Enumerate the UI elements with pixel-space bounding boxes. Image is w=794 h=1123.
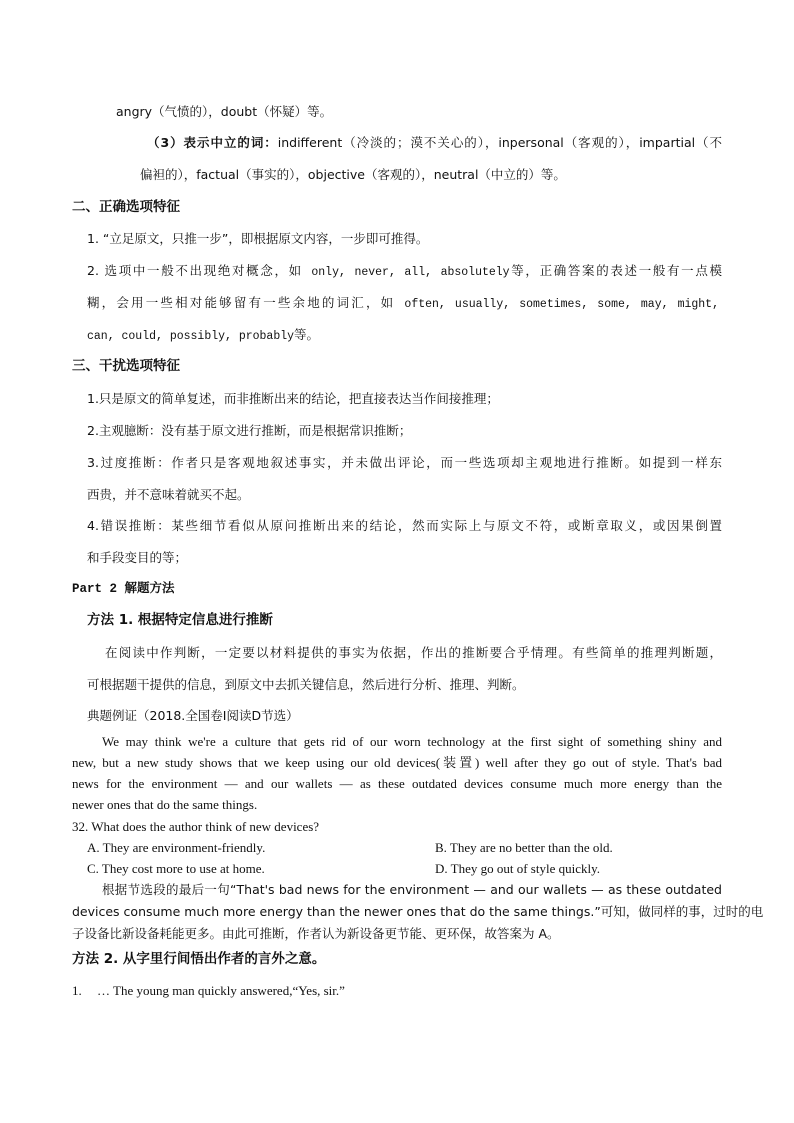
text-span: 等。 <box>294 327 320 342</box>
keyword-span: can, could, possibly, probably <box>87 330 295 343</box>
text-line: angry（气愤的），doubt（怀疑）等。 <box>116 104 333 119</box>
list-number: 1. <box>72 983 82 998</box>
text-line: 在阅读中作判断，一定要以材料提供的事实为依据，作出的推断要合乎情理。有些简单的推理判断题， <box>105 645 722 660</box>
passage-line: newer ones that do the same things. <box>72 797 258 812</box>
option-b: B. They are no better than the old. <box>435 840 613 855</box>
option-a: A. They are environment-friendly. <box>87 840 266 855</box>
keyword-span: often, usually, sometimes, some, may, might, <box>395 298 719 311</box>
text-line: 西贵，并不意味着就买不起。 <box>87 487 250 502</box>
text-line <box>87 295 719 313</box>
quote-line: … The young man quickly answered,“Yes, sir.” <box>97 983 345 998</box>
keyword-span: only, never, all, absolutely <box>302 266 510 279</box>
text-line: 1.只是原文的简单复述，而非推断出来的结论，把直接表达当作间接推理； <box>87 391 499 406</box>
text-line: 和手段变目的等； <box>87 550 188 565</box>
text-line <box>87 327 319 345</box>
passage-line: news for the environment — and our wallets — as these outdated devices consume much more energy than the <box>72 776 722 791</box>
text-line: 1. “立足原文，只推一步”，即根据原文内容，一步即可推得。 <box>87 231 429 246</box>
answer-line: devices consume much more energy than the newer ones that do the same things.”可知，做同样的事，过时的电 <box>72 904 764 919</box>
text-span: 糊，会用一些相对能够留有一些余地的词汇，如 <box>87 295 396 310</box>
neutral-words-label: （3）表示中立的词： <box>147 135 278 150</box>
text-line: 2.主观臆断：没有基于原文进行推断，而是根据常识推断； <box>87 423 412 438</box>
question: 32. What does the author think of new devices? <box>72 819 320 834</box>
text-line: 偏袒的），factual（事实的），objective（客观的），neutral（中立的）等。 <box>140 167 566 182</box>
method-heading: 方法 2. 从字里行间悟出作者的言外之意。 <box>72 951 326 967</box>
part-heading: Part 2 解题方法 <box>72 582 175 596</box>
option-c: C. They cost more to use at home. <box>87 861 265 876</box>
example-title: 典题例证（2018.全国卷Ⅰ阅读D节选） <box>87 708 299 723</box>
text-line <box>87 263 722 281</box>
method-heading: 方法 1. 根据特定信息进行推断 <box>87 612 273 628</box>
text-line: 4.错误推断：某些细节看似从原问推断出来的结论，然而实际上与原文不符，或断章取义，或因果倒置 <box>87 518 722 533</box>
neutral-words-list: indifferent（冷淡的；漠不关心的），inpersonal（客观的），impartial（不 <box>277 135 723 150</box>
text-line: 可根据题干提供的信息，到原文中去抓关键信息，然后进行分析、推理、判断。 <box>87 677 525 692</box>
passage-line: new, but a new study shows that we keep using our old devices(装置) well after they go out of style. That's bad <box>72 755 722 770</box>
section-heading: 三、干扰选项特征 <box>72 358 180 374</box>
passage-line: We may think we're a culture that gets rid of our worn technology at the first sight of something shiny and <box>102 734 722 749</box>
text-line <box>147 135 722 151</box>
text-span: 等，正确答案的表述一般有一点模 <box>509 263 722 278</box>
answer-line: 根据节选段的最后一句“That's bad news for the environment — and our wallets — as these outdated <box>102 882 722 897</box>
section-heading: 二、正确选项特征 <box>72 199 180 215</box>
answer-line: 子设备比新设备耗能更多。由此可推断，作者认为新设备更节能、更环保，故答案为 A。 <box>72 926 560 941</box>
option-d: D. They go out of style quickly. <box>435 861 601 876</box>
text-line: 3.过度推断：作者只是客观地叙述事实，并未做出评论，而一些选项却主观地进行推断。如提到一样东 <box>87 455 722 470</box>
text-span: 2. 选项中一般不出现绝对概念，如 <box>87 263 303 278</box>
